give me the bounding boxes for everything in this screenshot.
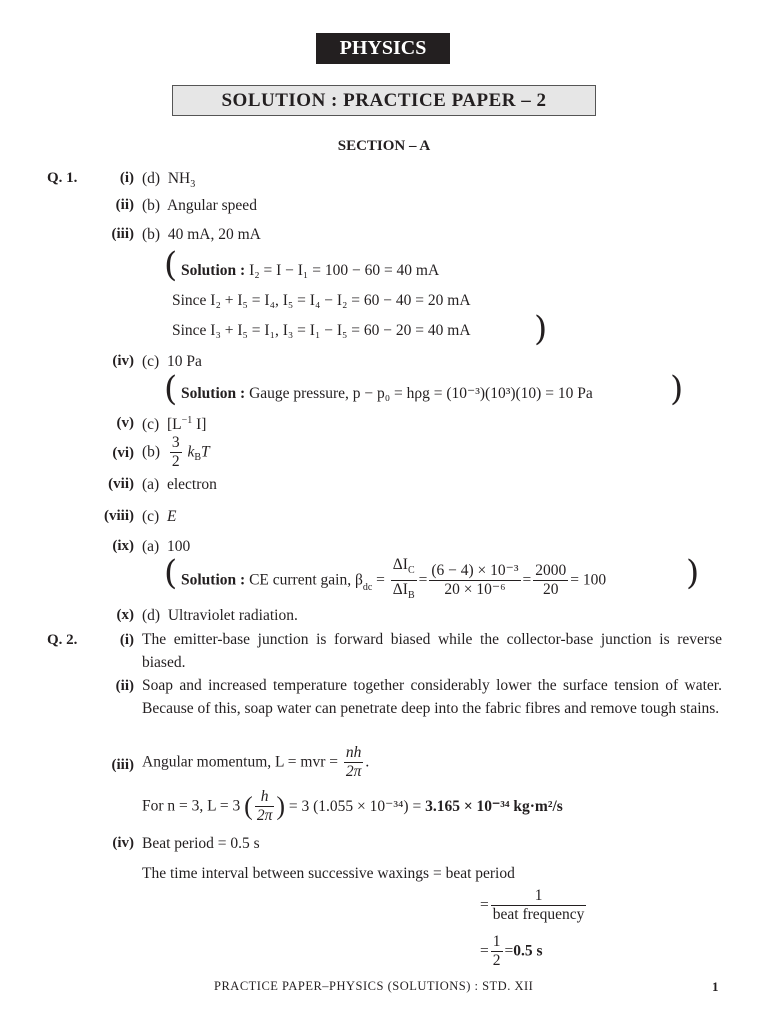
q1-iii-solution-line-2: Since I₂ + I₅ = I₄, I₅ = I₄ − I₂ = 60 − 40 = 20 mA [172, 292, 471, 309]
q2-iv-line-3: = $\frac{1}{\text{beat frequency}}$ [480, 887, 585, 923]
q1-item-vi-option: (b) [142, 443, 161, 461]
q1-item-ix-text: 100 [166, 538, 191, 555]
fraction-numerator: nh [344, 744, 364, 763]
q2-iii-line-2-text-b: = 3 (1.055 × 10⁻³⁴) = [288, 798, 422, 815]
q2-iv-line-2: The time interval between successive waxings = beat period [142, 865, 515, 882]
q2-iv-line-1: Beat period = 0.5 s [142, 835, 260, 852]
fraction-denominator: 20 × 10⁻⁶ [444, 581, 506, 599]
q1-item-v-text: [L [166, 416, 182, 434]
q1-item-v-superscript: −1 [181, 415, 193, 426]
q1-vi-fraction [170, 434, 182, 471]
fraction-numerator: h [255, 788, 275, 807]
q1-ix-beta-sub: dc [362, 582, 373, 594]
solution-label: Solution : [181, 385, 246, 402]
q1-iii-solution-line-1 [181, 262, 439, 280]
q1-iii-solution-1-text: I₂ = I − I₁ = 100 − 60 = 40 mA [249, 262, 440, 279]
q1-ix-fraction-3 [533, 562, 568, 599]
q1-item-ix-option: (a) [142, 538, 160, 555]
q1-item-iv-text: 10 Pa [166, 353, 202, 370]
subject-title: PHYSICS [316, 33, 450, 64]
q2-iii-line-1: Angular momentum, L = mvr = $\frac{nh}{2\pi}$ . [142, 744, 370, 780]
q1-item-ix-number: (ix) [112, 538, 134, 554]
fraction-numerator: 2000 [535, 562, 567, 580]
q1-item-viii-number: (viii) [104, 508, 134, 524]
q1-item-viii-answer [142, 508, 176, 526]
q1-item-v-answer [142, 415, 206, 434]
question-2-label: Q. 2. [47, 632, 78, 648]
ix-open-paren: ( [164, 553, 178, 593]
iii-close-paren: ) [534, 309, 548, 349]
q2-iii-fraction [344, 744, 364, 781]
q2-item-i-text: The emitter-base junction is forward biased while the collector-base junction is reverse biased. [142, 631, 722, 671]
q1-item-v-tail: I] [192, 416, 207, 434]
ix-close-paren: ) [686, 553, 700, 593]
q1-item-ii-text: Angular speed [166, 197, 257, 214]
q1-item-i-text: NH [167, 170, 191, 187]
q1-vi-sub: B [194, 452, 202, 464]
q1-item-vii-answer [142, 476, 217, 494]
question-1-label: Q. 1. [47, 170, 78, 186]
q1-item-i-subscript: 3 [190, 179, 196, 191]
q1-iii-solution-line-3: Since I₃ + I₅ = I₁, I₃ = I₁ − I₅ = 60 − 20 = 40 mA [172, 322, 471, 339]
q1-item-i-number: (i) [119, 170, 134, 186]
q2-item-iii-number: (iii) [111, 757, 134, 773]
q1-item-x-option: (d) [142, 607, 161, 624]
q2-iii-result: 3.165 × 10⁻³⁴ kg·m²/s [425, 798, 563, 815]
fraction-numerator-sub: C [407, 565, 415, 577]
solution-label: Solution : [181, 262, 246, 279]
q1-iv-solution-text: Gauge pressure, p − p₀ = hρg = (10⁻³)(10³)(10) = 10 Pa [249, 385, 593, 402]
iii-open-paren: ( [164, 245, 178, 285]
fraction-numerator: 1 [491, 887, 587, 906]
solution-label: Solution : [181, 571, 246, 589]
q2-item-iv-number: (iv) [112, 835, 134, 851]
q2-iv-line-4: = $\frac{1}{2}$ =0.5 s [480, 933, 543, 969]
q2-iii-line-2-fraction [255, 788, 275, 825]
paper-title: SOLUTION : PRACTICE PAPER – 2 [172, 85, 596, 116]
q1-vi-k: k [187, 443, 195, 461]
q2-iv-fraction-1 [491, 887, 587, 924]
q1-item-vii-text: electron [166, 476, 217, 493]
fraction-numerator: 3 [171, 434, 180, 451]
q2-item-i-number: (i) [119, 632, 134, 648]
fraction-numerator: 1 [492, 933, 501, 950]
q1-ix-result: = 100 [570, 571, 607, 589]
footer-text: PRACTICE PAPER–PHYSICS (SOLUTIONS) : STD. XII [214, 979, 534, 993]
fraction-denominator: 2 [492, 952, 501, 969]
fraction-denominator: 2π [345, 763, 362, 780]
q1-vi-t: T [201, 443, 210, 461]
q1-item-iii-number: (iii) [111, 226, 134, 242]
q1-item-vi-number: (vi) [112, 445, 134, 461]
q1-item-vii-number: (vii) [108, 476, 134, 492]
q1-item-ii-option: (b) [142, 197, 161, 214]
q1-item-x-text: Ultraviolet radiation. [167, 607, 298, 624]
fraction-denominator: 20 [543, 581, 559, 599]
q1-item-iii-option: (b) [142, 226, 161, 243]
q1-item-viii-text: E [166, 508, 177, 525]
q1-item-x-number: (x) [116, 607, 134, 623]
fraction-denominator: beat frequency [492, 906, 585, 923]
q1-item-vii-option: (a) [142, 476, 160, 493]
fraction-denominator-sub: B [407, 590, 415, 602]
q1-item-i-option: (d) [142, 170, 161, 187]
q1-ix-solution-text: CE current gain, β [249, 571, 363, 589]
section-heading: SECTION – A [337, 138, 431, 154]
q1-item-iii-text: 40 mA, 20 mA [167, 226, 261, 243]
q2-iv-fraction-2 [491, 933, 503, 970]
fraction-denominator: 2π [256, 807, 273, 824]
q2-item-ii-text: Soap and increased temperature together considerably lower the surface tension of water. Because of this, soap water can penetrate deep into the fabric fibres and remove tough stains. [142, 677, 722, 717]
fraction-denominator: 2 [171, 453, 180, 470]
q1-item-x-answer [142, 607, 298, 625]
q1-item-v-option: (c) [142, 416, 160, 434]
q1-ix-solution: Solution : CE current gain, $\beta_{dc}$ = $\frac{\Delta I_C}{\Delta I_B}$ = $\frac{\text{(6 − 4) × 10⁻³}}{\text{20 × 10⁻⁶}}$ = $\frac{2000}{20}$ = 100 [181, 556, 606, 605]
iv-close-paren: ) [670, 369, 684, 409]
fraction-numerator: ΔI [392, 556, 408, 573]
q2-iv-result: 0.5 s [513, 942, 543, 960]
page-number: 1 [712, 979, 719, 994]
q1-item-ii-number: (ii) [115, 197, 134, 213]
q1-item-iv-number: (iv) [112, 353, 134, 369]
q1-item-ii-answer [142, 197, 257, 215]
iv-open-paren: ( [164, 369, 178, 409]
q1-iv-solution [181, 384, 593, 403]
q1-item-iii-answer [142, 226, 261, 244]
q1-ix-fraction-2 [429, 562, 520, 599]
fraction-denominator: ΔI [392, 581, 408, 599]
q2-iii-line-1-text: Angular momentum, L = mvr = [142, 753, 338, 771]
q1-item-viii-option: (c) [142, 508, 160, 525]
q2-iii-line-2: For n = 3, L = 3 ( $\frac{h}{2\pi}$ ) = 3 (1.055 × 10⁻³⁴) = 3.165 × 10⁻³⁴ kg·m²/s [142, 788, 563, 824]
q1-ix-fraction-1 [391, 556, 417, 605]
q1-item-iv-option: (c) [142, 353, 160, 370]
q1-item-i-answer [142, 170, 195, 190]
q1-item-vi-answer [142, 434, 210, 471]
q1-item-v-number: (v) [116, 415, 134, 431]
fraction-numerator: (6 − 4) × 10⁻³ [431, 562, 519, 580]
q2-iii-line-2-text-a: For n = 3, L = 3 [142, 797, 241, 815]
q2-item-ii-number: (ii) [115, 678, 134, 694]
